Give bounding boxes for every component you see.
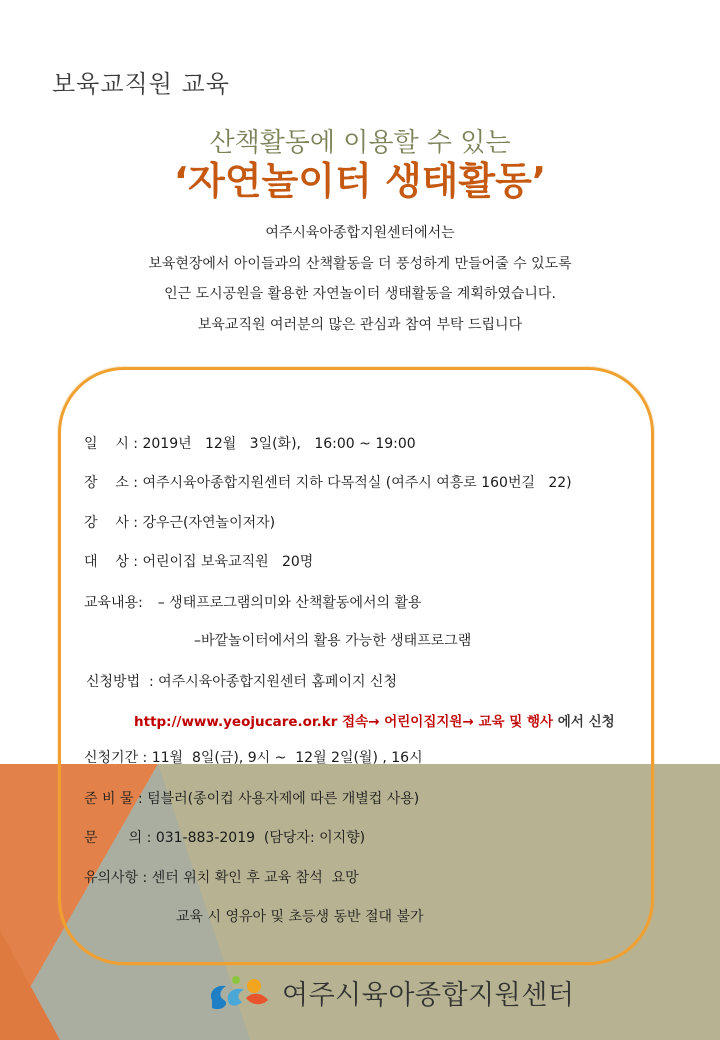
- notes-value-1: 센터 위치 확인 후 교육 참석 요망: [151, 870, 359, 886]
- intro-text: [0, 218, 720, 340]
- notes-value-2: 교육 시 영유아 및 초등생 동반 절대 불가: [176, 909, 424, 925]
- prep-value: 텀블러(종이컵 사용자제에 따른 개별컵 사용): [147, 791, 420, 807]
- lecturer-label: 강 사 :: [84, 515, 143, 531]
- footer-organization: [206, 970, 586, 1014]
- lecturer-value: 강우근(자연놀이저자): [142, 515, 276, 531]
- place-row: [84, 472, 572, 492]
- apply-url-link[interactable]: http://www.yeojucare.or.kr 접속→ 어린이집지원→ 교육 및 행사: [134, 714, 558, 730]
- target-value: 어린이집 보육교직원 20명: [142, 554, 314, 570]
- date-label: 일 시 :: [84, 436, 143, 452]
- intro-line: 인근 도시공원을 활용한 자연놀이터 생태활동을 계획하였습니다.: [164, 286, 556, 302]
- notes-row: [84, 867, 359, 887]
- contact-row: [84, 827, 365, 847]
- apply-period-label: 신청기간 :: [84, 750, 152, 766]
- apply-method-row: [86, 671, 397, 691]
- organization-name: 여주시육아종합지원센터: [282, 979, 575, 1011]
- apply-period-value: 11월 8일(금), 9시 ~ 12월 2일(월) , 16시: [151, 750, 423, 766]
- contact-label: 문 의 :: [84, 830, 156, 846]
- apply-url-row: [134, 710, 615, 730]
- lecturer-row: [84, 512, 275, 532]
- notes-row-2: [176, 906, 424, 926]
- content-value-2: –바깥놀이터에서의 활용 가능한 생태프로그램: [194, 633, 472, 649]
- intro-line: 여주시육아종합지원센터에서는: [265, 225, 455, 241]
- content-label: 교육내용:: [84, 595, 143, 611]
- intro-line: 보육교직원 여러분의 많은 관심과 참여 부탁 드립니다: [197, 316, 523, 333]
- apply-method-label: 신청방법: [86, 674, 141, 690]
- date-value: 2019년 12월 3일(화), 16:00 ~ 19:00: [142, 436, 416, 452]
- apply-period-row: [84, 747, 423, 767]
- target-label: 대 상 :: [84, 554, 143, 570]
- prep-row: [84, 788, 419, 808]
- subtitle: 산책활동에 이용할 수 있는: [209, 128, 511, 158]
- place-label: 장 소 :: [84, 475, 143, 491]
- content-row-2: [194, 630, 471, 650]
- page-title: ‘자연놀이터 생태활동’: [173, 159, 547, 203]
- content-row: [84, 592, 422, 612]
- place-value: 여주시육아종합지원센터 지하 다목적실 (여주시 여흥로 160번길 22): [142, 475, 572, 491]
- intro-line: 보육현장에서 아이들과의 산책활동을 더 풍성하게 만들어줄 수 있도록: [148, 255, 572, 272]
- contact-value: 031-883-2019 (담당자: 이지향): [155, 830, 366, 846]
- apply-url-tail: 에서 신청: [557, 714, 615, 730]
- notes-label: 유의사항 :: [84, 870, 152, 886]
- content-value-1: – 생태프로그램의미와 산책활동에서의 활용: [148, 595, 422, 611]
- center-logo-icon: [206, 970, 278, 1014]
- header-label: 보육교직원 교육: [52, 70, 230, 98]
- apply-method-value: : 여주시육아종합지원센터 홈페이지 신청: [140, 674, 397, 690]
- target-row: [84, 551, 313, 571]
- prep-label: 준 비 물 :: [84, 791, 148, 807]
- date-row: [84, 433, 416, 453]
